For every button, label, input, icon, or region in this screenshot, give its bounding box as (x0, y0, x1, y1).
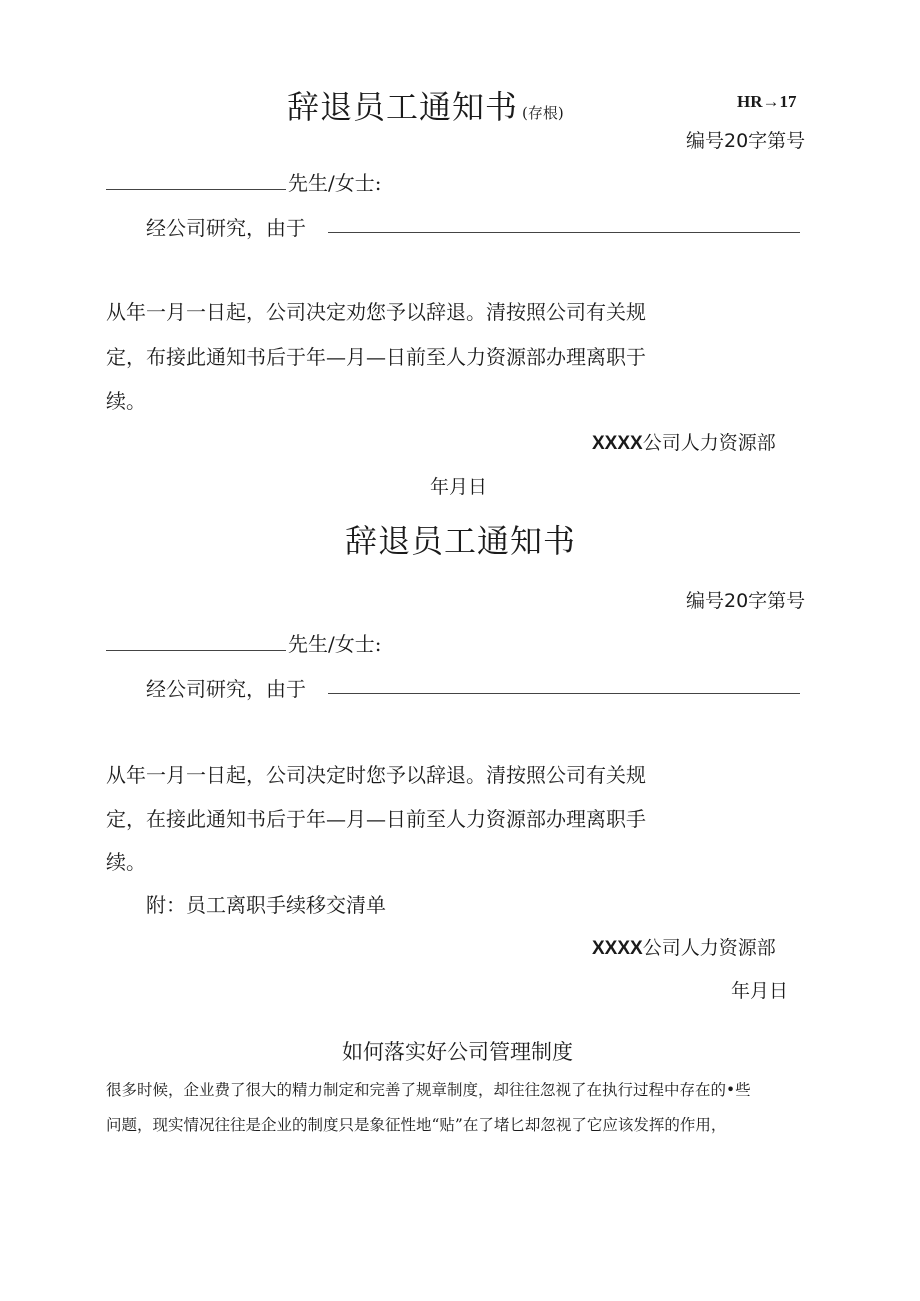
stub-salutation: 先生/女士: (288, 171, 382, 195)
notice-date: 年月日 (731, 980, 789, 1002)
notice-salutation: 先生/女士: (288, 632, 382, 656)
notice-body-line-2: 定，在接此通知书后于年—月—日前至人力资源部办理离职手 (106, 807, 646, 831)
form-code: HR→17 (737, 92, 797, 111)
notice-signature: XXXX公司人力资源部 (592, 937, 776, 959)
notice-reason-intro: 经公司研究，由于 (146, 677, 306, 701)
stub-title: 辞退员工通知书 (存根) (287, 88, 564, 126)
stub-serial-number: 编号20字第号 (686, 130, 806, 152)
notice-name-blank (106, 650, 286, 651)
stub-reason-intro: 经公司研究，由于 (146, 216, 306, 240)
stub-body-line-2: 定，布接此通知书后于年—月—日前至人力资源部办理离职于 (106, 345, 646, 369)
notice-reason-blank (328, 693, 800, 694)
notice-body-line-3: 续。 (106, 850, 146, 874)
stub-signature: XXXX公司人力资源部 (592, 432, 776, 454)
article-heading: 如何落实好公司管理制度 (342, 1040, 573, 1064)
stub-date: 年月日 (430, 476, 488, 498)
article-line-1: 很多时候，企业费了很大的精力制定和完善了规章制度，却往往忽视了在执行过程中存在的•些 (106, 1081, 751, 1099)
stub-name-blank (106, 189, 286, 190)
stub-body-line-3: 续。 (106, 389, 146, 413)
stub-label: (存根) (522, 104, 564, 122)
article-line-2: 问题，现实情况往往是企业的制度只是象征性地“贴”在了堵匕却忽视了它应该发挥的作用， (106, 1116, 727, 1134)
notice-serial-number: 编号20字第号 (686, 590, 806, 612)
stub-reason-blank (328, 232, 800, 233)
notice-title: 辞退员工通知书 (345, 522, 577, 560)
stub-body-line-1: 从年一月一日起，公司决定劝您予以辞退。清按照公司有关规 (106, 300, 646, 324)
notice-body-line-1: 从年一月一日起，公司决定时您予以辞退。清按照公司有关规 (106, 763, 646, 787)
notice-attachment: 附：员工离职手续移交清单 (146, 893, 386, 917)
